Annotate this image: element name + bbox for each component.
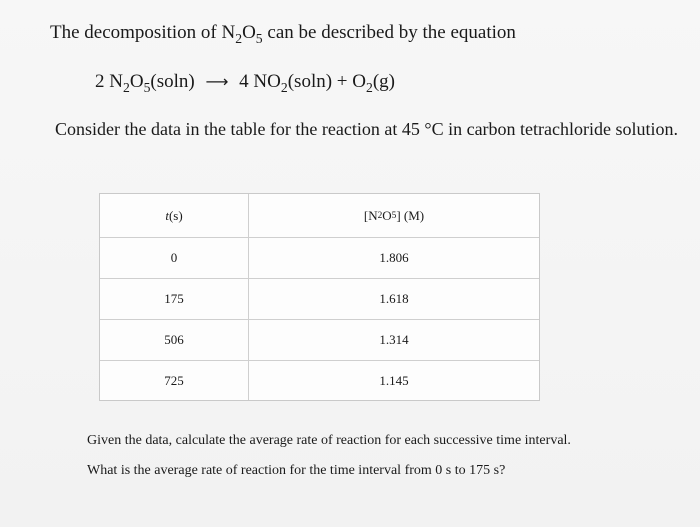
context-text: Consider the data in the table for the reaction at 45 °C in carbon tetrachloride solution. — [55, 119, 679, 139]
table-row — [100, 360, 539, 400]
concentration-cell: 1.618 — [379, 291, 409, 306]
header-time — [100, 194, 248, 237]
time-cell: 506 — [164, 332, 184, 347]
header-time-unit: (s) — [168, 207, 183, 223]
concentration-cell: 1.314 — [379, 332, 409, 347]
concentration-cell: 1.806 — [379, 250, 409, 265]
header-conc-b: O — [382, 207, 392, 223]
table-row — [100, 278, 539, 319]
table-row — [100, 319, 539, 360]
intro-text — [50, 22, 516, 44]
eq-product-1-state: (soln) + O — [287, 71, 366, 92]
eq-n: N — [109, 71, 123, 92]
time-cell: 175 — [164, 291, 184, 306]
header-conc-c: ] (M) — [396, 207, 425, 223]
table-header-row — [100, 194, 539, 237]
reaction-arrow-icon: ⟶ — [205, 72, 229, 91]
table-row — [100, 237, 539, 278]
eq-no: NO — [253, 71, 281, 92]
eq-o-sub: 5 — [143, 79, 151, 95]
intro-sub-5: 5 — [255, 30, 263, 46]
header-time-var: t — [165, 207, 169, 223]
eq-n-sub: 2 — [122, 79, 130, 95]
header-concentration: [N 2 O 5 ] (M) — [363, 207, 425, 223]
intro-o: O — [242, 22, 256, 43]
eq-product-2-state: (g) — [372, 71, 395, 92]
eq-o2-sub: 2 — [365, 79, 373, 95]
intro-suffix: can be described by the equation — [262, 22, 516, 43]
concentration-cell: 1.145 — [379, 372, 409, 388]
header-conc-a: [N — [363, 207, 378, 223]
eq-reactant-state: (soln) — [150, 71, 195, 92]
time-cell: 725 — [164, 372, 184, 388]
intro-sub-2: 2 — [235, 30, 243, 46]
question-2: What is the average rate of reaction for the time interval from 0 s to 175 s? — [87, 463, 506, 478]
eq-o: O — [129, 71, 144, 92]
eq-coef-2: 4 — [239, 71, 249, 92]
time-cell: 0 — [170, 250, 178, 265]
intro-prefix: The decomposition of N — [50, 22, 236, 43]
question-1: Given the data, calculate the average rate of reaction for each successive time interval. — [87, 433, 571, 448]
eq-no-sub: 2 — [280, 79, 288, 95]
chemical-equation — [95, 71, 395, 93]
data-table — [99, 193, 540, 401]
eq-coef-1: 2 — [95, 71, 105, 92]
